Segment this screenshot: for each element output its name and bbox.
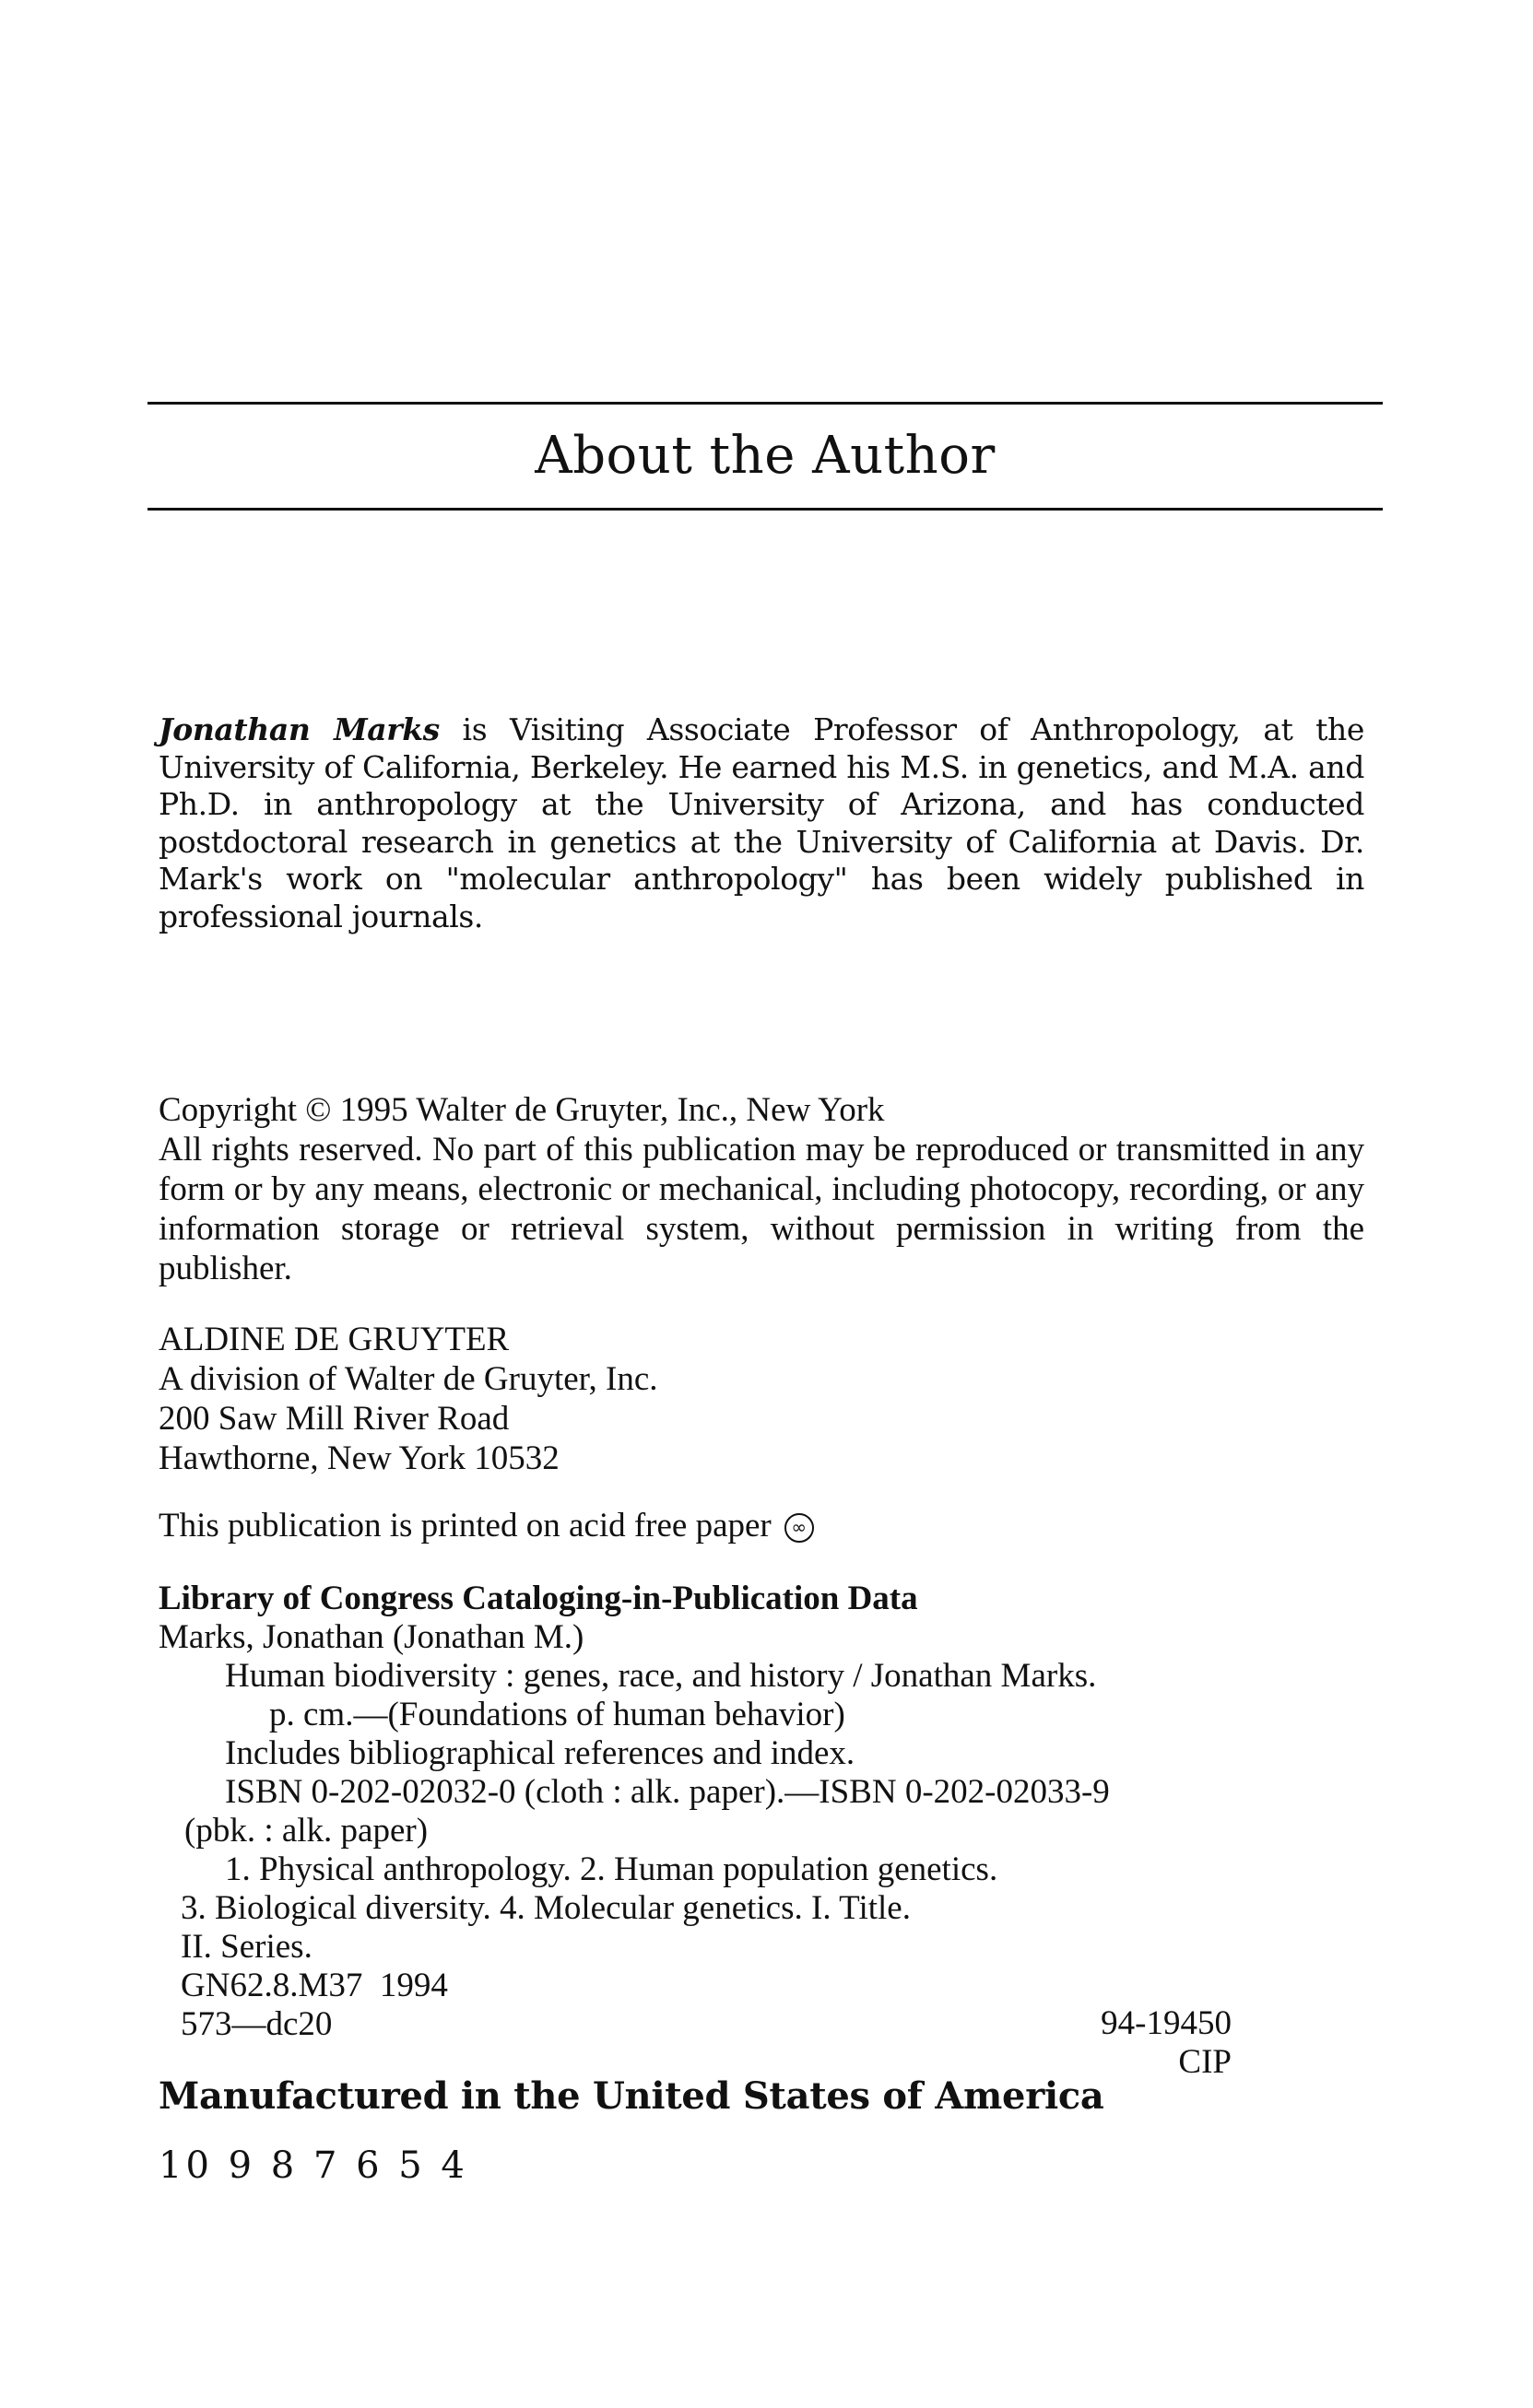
page-title: About the Author <box>535 426 996 486</box>
acid-free-text: This publication is printed on acid free paper <box>159 1507 772 1545</box>
cip-subjects-line-3: II. Series. <box>181 1928 312 1966</box>
copyright-notice <box>159 1090 1364 1288</box>
publisher-name: ALDINE DE GRUYTER <box>159 1321 510 1358</box>
manufactured-in: Manufactured in the United States of America <box>159 2074 1104 2118</box>
author-bio-paragraph <box>159 711 1364 935</box>
cip-lc-year: 1994 <box>379 1967 448 2004</box>
cip-author: Marks, Jonathan (Jonathan M.) <box>159 1618 584 1656</box>
author-name: Jonathan Marks <box>159 711 440 747</box>
rights-reserved-text: All rights reserved. No part of this publication may be reproduced or transmitted in any form or by any means, electronic or mechanical, including photocopy, recording, or any information storage or retrieval system, without permission in writing from the publisher. <box>159 1131 1364 1287</box>
title-bottom-rule <box>147 508 1383 511</box>
infinity-paper-icon: ∞ <box>784 1513 814 1543</box>
cip-lc-class: GN62.8.M37 <box>181 1967 363 2004</box>
cip-right-column <box>1097 2004 1232 2082</box>
cip-dewey: 573—dc20 <box>181 2005 333 2043</box>
publisher-division: A division of Walter de Gruyter, Inc. <box>159 1360 658 1398</box>
publisher-street: 200 Saw Mill River Road <box>159 1400 510 1438</box>
copyright-line: Copyright © 1995 Walter de Gruyter, Inc., New York <box>159 1091 885 1129</box>
cataloging-data <box>159 1580 1364 2044</box>
publisher-address <box>159 1320 1364 1478</box>
author-bio-text: is Visiting Associate Professor of Anthropology, at the University of California, Berkeley. He earned his M.S. in genetics, and M.A. and Ph.D. in anthropology at the University of Arizona, and has conducted postdoctoral research in genetics at the University of California at Davis. Dr. Mark's work on "molecular anthropology" has been widely published in professional journals. <box>159 711 1364 934</box>
cip-title: Human biodiversity : genes, race, and history / Jonathan Marks. <box>225 1657 1097 1695</box>
cip-subjects-line-2: 3. Biological diversity. 4. Molecular genetics. I. Title. <box>181 1889 911 1927</box>
publisher-city: Hawthorne, New York 10532 <box>159 1439 560 1477</box>
cip-notes: Includes bibliographical references and index. <box>225 1734 855 1772</box>
cip-heading: Library of Congress Cataloging-in-Publication Data <box>159 1580 918 1617</box>
cip-lccn: 94-19450 <box>1101 2004 1232 2042</box>
cip-label: CIP <box>1178 2043 1232 2081</box>
acid-free-notice <box>159 1506 1364 1545</box>
author-bio <box>159 711 1364 935</box>
title-top-rule <box>147 402 1383 405</box>
cip-lc-classification <box>159 1967 1364 2005</box>
cip-isbn-continued: (pbk. : alk. paper) <box>184 1812 429 1850</box>
cip-subjects-line-1: 1. Physical anthropology. 2. Human population genetics. <box>225 1850 998 1888</box>
cip-isbn: ISBN 0-202-02032-0 (cloth : alk. paper).—ISBN 0-202-02033-9 <box>225 1773 1110 1811</box>
printing-line: 10 9 8 7 6 5 4 <box>159 2144 468 2187</box>
cip-physical: p. cm.—(Foundations of human behavior) <box>269 1696 845 1733</box>
